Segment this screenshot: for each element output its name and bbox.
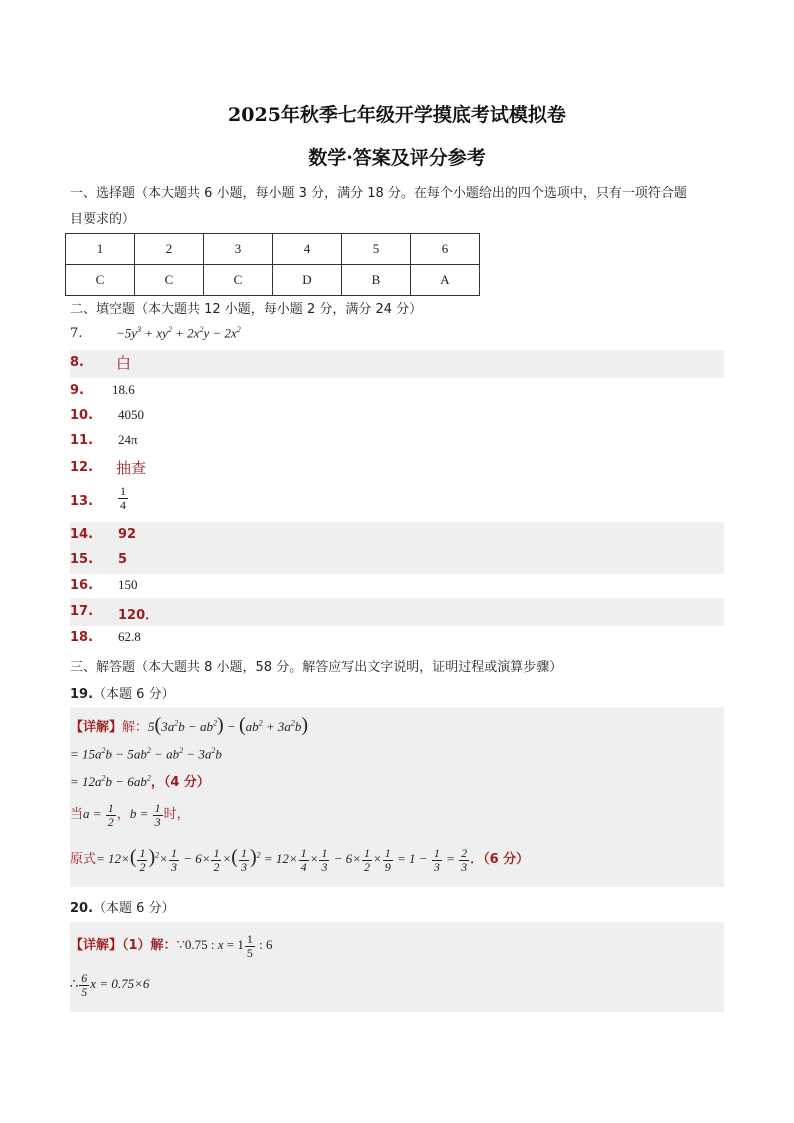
table-header-cell: 6 (411, 234, 480, 265)
section1-heading-line1: 一、选择题（本大题共 6 小题，每小题 3 分，满分 18 分。在每个小题给出的四个选项中，只有一项符合题 (70, 186, 687, 201)
q13-number: 13. (70, 494, 94, 509)
q11-answer: 24π (118, 432, 138, 447)
q15-number: 15. (70, 552, 94, 567)
section3-heading: 三、解答题（本大题共 8 小题，58 分。解答应写出文字说明，证明过程或演算步骤） (70, 660, 563, 675)
page-subtitle: 数学·答案及评分参考 (308, 147, 486, 169)
q7-number: 7. (70, 326, 83, 341)
table-header-cell: 5 (342, 234, 411, 265)
q16-number: 16. (70, 578, 94, 593)
page-title: 2025年秋季七年级开学摸底考试模拟卷 (228, 104, 566, 126)
q19-line4: 当a = $\frac{1}{2}$ ，b = $\frac{1}{3}$ 时， (70, 801, 190, 829)
q16-answer: 150 (118, 577, 138, 592)
table-answer-cell: C (135, 265, 204, 296)
q19-line5: 原式= 12×( $\frac{1}{2}$ )$^2$× $\frac{1}{3}$ − 6× $\frac{1}{2}$ ×( $\frac{1}{3}$ )$^2$ = 12× $\frac{1}{4}$ × $\frac{1}{3}$ − 6× $\frac{1}{2}$ × $\frac{1}{9}$ = 1 − $\frac{1}{3}$ = $\frac{2}{3}$ ．（6 分） (70, 845, 530, 874)
q12-number: 12. (70, 460, 94, 475)
q19-line2: = $15a^2b - 5ab^2 - ab^2 - 3a^2b$ (70, 746, 222, 762)
q9-number: 9. (70, 383, 84, 398)
table-answer-cell: C (204, 265, 273, 296)
section1-heading-line2: 目要求的） (70, 212, 136, 227)
q17-answer: 120． (118, 608, 159, 623)
table-header-cell: 2 (135, 234, 204, 265)
q15-answer: 5 (118, 552, 128, 567)
q8-number: 8. (70, 355, 84, 370)
q12-answer: 抽查 (116, 459, 147, 477)
q10-number: 10. (70, 408, 94, 423)
q7-answer: $-5y^3 + xy^2 + 2x^2y - 2x^2$ (116, 325, 241, 341)
q8-answer: 白 (116, 354, 132, 372)
table-answer-cell: D (273, 265, 342, 296)
q17-row (70, 598, 724, 626)
q19-line1: 【详解】解：$5(3a^2b - ab^2) - (ab^2 + 3a^2b)$ (70, 714, 309, 736)
answer-table (65, 233, 480, 296)
q17-number: 17. (70, 604, 94, 619)
table-header-cell: 3 (204, 234, 273, 265)
q20-line2: ∴ $\frac{6}{5}$ x = 0.75×6 (70, 971, 150, 999)
table-row-headers (66, 234, 480, 265)
q14-number: 14. (70, 527, 94, 542)
section2-heading: 二、填空题（本大题共 12 小题，每小题 2 分，满分 24 分） (70, 302, 423, 317)
q18-number: 18. (70, 630, 94, 645)
table-row-answers (66, 265, 480, 296)
table-answer-cell: A (411, 265, 480, 296)
table-answer-cell: B (342, 265, 411, 296)
q11-number: 11. (70, 433, 94, 448)
q20-line1: 【详解】（1）解：∵0.75 : x = 1 $\frac{1}{5}$ : 6 (70, 932, 273, 960)
table-header-cell: 1 (66, 234, 135, 265)
q14-q15-rows (70, 522, 724, 574)
table-header-cell: 4 (273, 234, 342, 265)
q18-answer: 62.8 (118, 629, 141, 644)
q10-answer: 4050 (118, 407, 144, 422)
q14-answer: 92 (118, 527, 137, 542)
q9-answer: 18.6 (112, 382, 135, 397)
q13-answer: $\frac{1}{4}$ (120, 484, 126, 512)
q20-heading: 20.（本题 6 分） (70, 901, 175, 916)
table-answer-cell: C (66, 265, 135, 296)
q19-heading: 19.（本题 6 分） (70, 687, 175, 702)
q19-line3: = $12a^2b - 6ab^2$，（4 分） (70, 773, 210, 790)
q8-row (70, 350, 724, 378)
